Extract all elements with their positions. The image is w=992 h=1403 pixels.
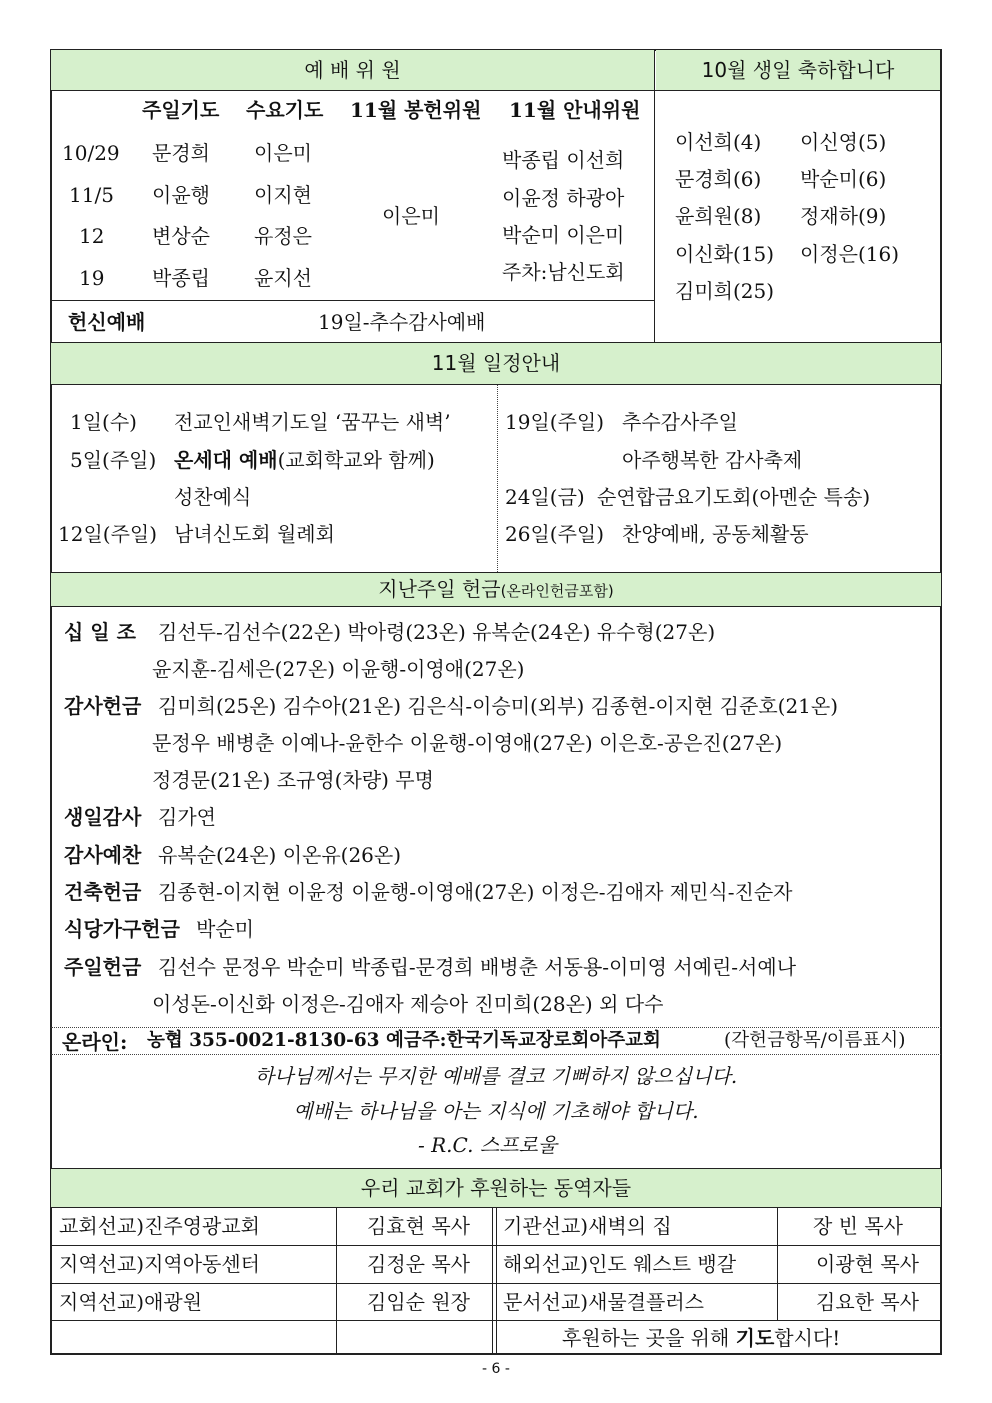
supporters-title: 우리 교회가 후원하는 동역자들 (360, 1176, 632, 1200)
schedule-day: 5일(주일) (70, 448, 157, 472)
offerings-title: 지난주일 헌금 (378, 577, 501, 601)
closing-post: 합시다! (774, 1326, 841, 1350)
row-date: 11/5 (69, 183, 114, 207)
page-number: - 6 - (482, 1361, 510, 1377)
row-date: 10/29 (62, 141, 120, 165)
row-prayer: 문경희 (152, 141, 210, 165)
supporter-mission: 해외선교)인도 웨스트 뱅갈 (503, 1252, 737, 1276)
offering-line: 박순미 (196, 917, 254, 941)
offering-line: 유복순(24온) 이온유(26온) (158, 843, 402, 867)
birthday-name: 이선희(4) (675, 130, 762, 154)
supporter-mission: 교회선교)진주영광교회 (59, 1214, 261, 1238)
offering-committee: 이은미 (382, 204, 440, 228)
closing-pre: 후원하는 곳을 위해 (562, 1326, 736, 1350)
schedule-text: 찬양예배, 공동체활동 (622, 522, 809, 546)
row-prayer: 박종립 (152, 266, 210, 290)
offering-label: 감사예찬 (64, 843, 142, 867)
birthday-header (656, 50, 940, 90)
schedule-text: 순연합금요기도회(아멘순 특송) (597, 485, 871, 509)
supporter-person: 김임순 원장 (367, 1290, 470, 1314)
schedule-suffix: (교회학교와 함께) (277, 448, 435, 472)
col-offering: 11월 봉헌위원 (350, 98, 482, 122)
offering-label: 생일감사 (64, 805, 142, 829)
schedule-text: 추수감사주일 (622, 410, 738, 434)
quote-author: - R.C. 스프로울 (418, 1133, 558, 1157)
quote-line: 하나님께서는 무지한 예배를 결코 기뻐하지 않으십니다. (254, 1064, 738, 1088)
usher-line: 박순미 이은미 (502, 223, 625, 247)
birthday-name: 박순미(6) (800, 167, 887, 191)
schedule-bold: 온세대 예배 (174, 448, 278, 472)
supporter-person: 김효현 목사 (367, 1214, 470, 1238)
birthday-name: 이신화(15) (675, 242, 775, 266)
row-wed: 이지현 (254, 183, 312, 207)
birthday-name: 김미희(25) (675, 279, 775, 303)
offering-line: 김종현-이지현 이윤정 이윤행-이영애(27온) 이정은-김애자 제민식-진순자 (158, 880, 793, 904)
worship-title: 예 배 위 원 (304, 58, 401, 82)
supporters-header (51, 1169, 941, 1207)
supporter-person: 이광현 목사 (816, 1252, 919, 1276)
birthday-name: 정재하(9) (800, 204, 887, 228)
supporter-mission: 지역선교)애광원 (59, 1290, 203, 1314)
offering-line: 김미희(25온) 김수아(21온) 김은식-이승미(외부) 김종현-이지현 김준호(21온) (158, 694, 839, 718)
birthday-name: 이신영(5) (800, 130, 887, 154)
birthday-name: 문경희(6) (675, 167, 762, 191)
schedule-text: 아주행복한 감사축제 (622, 448, 803, 472)
online-label: 온라인: (62, 1030, 128, 1054)
row-wed: 윤지선 (254, 266, 312, 290)
schedule-text (174, 450, 435, 470)
offering-line: 정경문(21온) 조규영(차량) 무명 (152, 768, 434, 792)
schedule-day: 24일(금) (505, 485, 585, 509)
offering-line: 김가연 (158, 805, 216, 829)
schedule-day: 1일(수) (70, 410, 137, 434)
schedule-title: 11월 일정안내 (431, 351, 561, 375)
supporter-person: 김요한 목사 (816, 1290, 919, 1314)
usher-line: 주차:남신도회 (502, 260, 625, 284)
usher-line: 박종립 이선희 (502, 148, 625, 172)
schedule-day: 12일(주일) (58, 522, 158, 546)
col-wed: 수요기도 (246, 98, 324, 122)
row-wed: 유정은 (254, 224, 312, 248)
supporter-person: 장 빈 목사 (813, 1214, 903, 1238)
schedule-text: 남녀신도회 월례회 (174, 522, 335, 546)
schedule-day: 19일(주일) (505, 410, 605, 434)
supporter-mission: 기관선교)새벽의 집 (503, 1214, 672, 1238)
usher-line: 이윤정 하광아 (502, 186, 625, 210)
schedule-day: 26일(주일) (505, 522, 605, 546)
supporter-mission: 문서선교)새물결플러스 (503, 1290, 705, 1314)
devotion-label: 헌신예배 (68, 310, 146, 334)
closing-prayer (562, 1328, 840, 1348)
birthday-name: 이정은(16) (800, 242, 900, 266)
offering-line: 이성돈-이신화 이정은-김애자 제승아 진미희(28온) 외 다수 (152, 992, 664, 1016)
closing-bold: 기도 (735, 1326, 775, 1350)
row-prayer: 이윤행 (152, 183, 210, 207)
supporter-person: 김정운 목사 (367, 1252, 470, 1276)
worship-committee-header (51, 50, 654, 90)
quote-line: 예배는 하나님을 아는 지식에 기초해야 합니다. (293, 1099, 699, 1123)
offering-label: 감사헌금 (64, 694, 142, 718)
row-prayer: 변상순 (152, 224, 210, 248)
birthday-name: 윤희원(8) (675, 204, 762, 228)
online-note: (각헌금항목/이름표시) (724, 1030, 906, 1051)
schedule-header (51, 343, 941, 384)
offering-line: 윤지훈-김세은(27온) 이윤행-이영애(27온) (152, 657, 525, 681)
offering-line: 김선두-김선수(22온) 박아령(23온) 유복순(24온) 유수형(27온) (158, 620, 716, 644)
offerings-title-note: (온라인헌금포함) (500, 582, 614, 600)
schedule-text: 전교인새벽기도일 ‘꿈꾸는 새벽’ (174, 410, 451, 434)
offering-label: 식당가구헌금 (64, 917, 180, 941)
row-wed: 이은미 (254, 141, 312, 165)
row-date: 12 (79, 224, 105, 248)
devotion-value: 19일-추수감사예배 (318, 310, 486, 334)
col-prayer: 주일기도 (142, 98, 220, 122)
row-date: 19 (79, 266, 105, 290)
offering-line: 문정우 배병춘 이예나-윤한수 이윤행-이영애(27온) 이은호-공은진(27온) (152, 731, 783, 755)
offering-line: 김선수 문정우 박순미 박종립-문경희 배병춘 서동용-이미영 서예린-서예나 (158, 955, 797, 979)
col-usher: 11월 안내위원 (509, 98, 641, 122)
birthday-title: 10월 생일 축하합니다 (701, 58, 895, 82)
supporter-mission: 지역선교)지역아동센터 (59, 1252, 261, 1276)
online-account: 농협 355-0021-8130-63 예금주:한국기독교장로회아주교회 (147, 1030, 661, 1051)
offering-label: 주일헌금 (64, 955, 142, 979)
schedule-text: 성찬예식 (174, 485, 252, 509)
offerings-header (51, 573, 941, 606)
offering-label: 십 일 조 (64, 620, 136, 644)
offering-label: 건축헌금 (64, 880, 142, 904)
